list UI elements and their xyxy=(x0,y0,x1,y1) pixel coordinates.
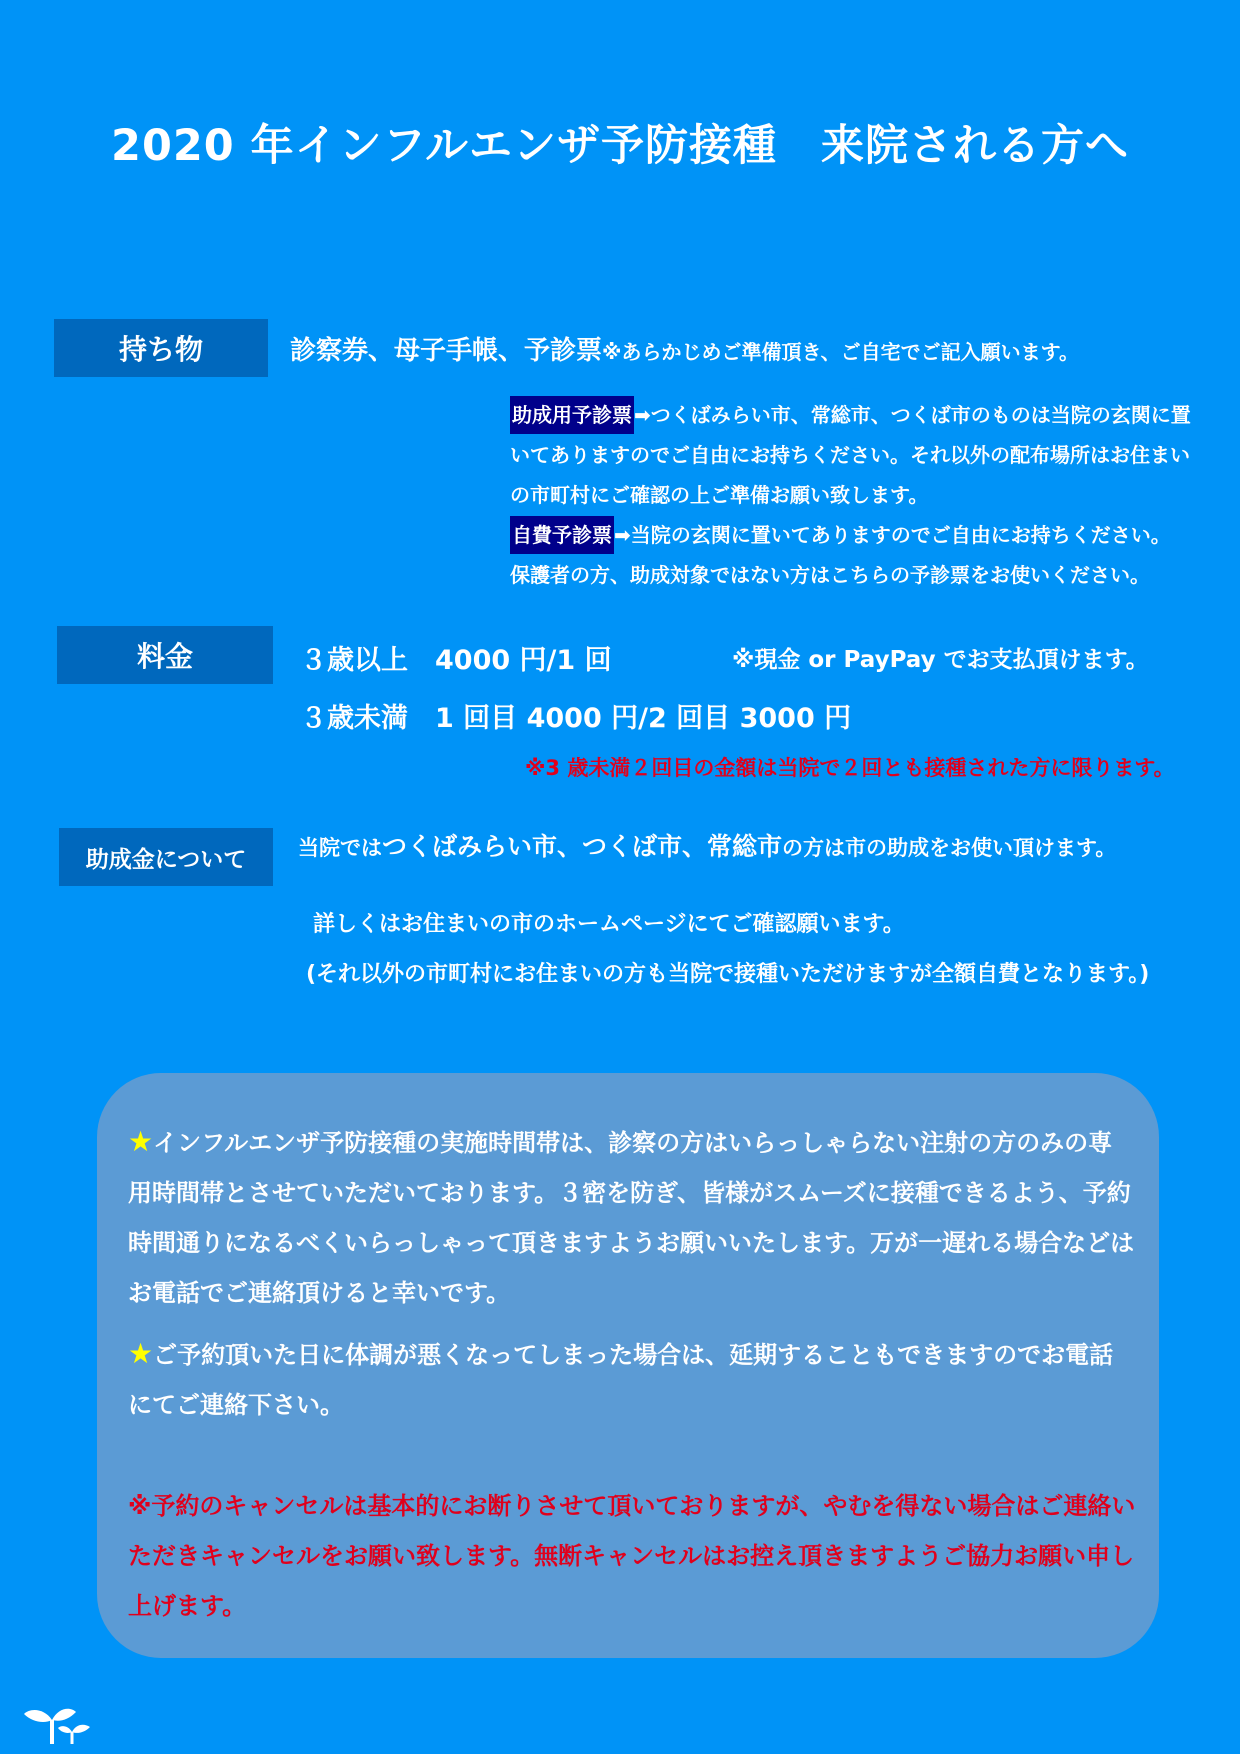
belongings-label: 持ち物 xyxy=(54,319,268,377)
cancel-notice: ※予約のキャンセルは基本的にお断りさせて頂いておりますが、やむを得ない場合はご連絡いただきキャンセルをお願い致します。無断キャンセルはお控え頂きますようご協力お願い申し上げます。 xyxy=(128,1492,1136,1620)
self-pay-form-label: 自費予診票 xyxy=(510,516,614,554)
fee-under3: ３歳未満 1 回目 4000 円/2 回目 3000 円 xyxy=(300,703,852,734)
self-pay-form-line-2: 保護者の方、助成対象ではない方はこちらの予診票をお使いください。 xyxy=(510,563,1150,587)
forms-info xyxy=(510,395,1191,595)
subsidy-label: 助成金について xyxy=(59,828,273,886)
fee-payment-note: ※現金 or PayPay でお支払頂けます。 xyxy=(732,647,1149,673)
belongings-line xyxy=(290,330,1079,367)
subsidy-line-2: 詳しくはお住まいの市のホームページにてご確認願います。 xyxy=(313,912,905,937)
notice-paragraph-2: ★ご予約頂いた日に体調が悪くなってしまった場合は、延期することもできますのでお電話にてご連絡下さい。 xyxy=(128,1337,1114,1419)
self-pay-form-line-1: 自費予診票 ➡当院の玄関に置いてありますのでご自由にお持ちください。 xyxy=(510,515,1191,555)
fee-over3: ３歳以上 4000 円/1 回 xyxy=(300,645,612,676)
subsidy-form-label: 助成用予診票 xyxy=(510,396,634,434)
subsidy-line-1: 当院ではつくばみらい市、つくば市、常総市の方は市の助成をお使い頂けます。 xyxy=(298,832,1117,861)
fee-under3-note: ※3 歳未満２回目の金額は当院で２回とも接種された方に限ります。 xyxy=(525,756,1175,780)
star-icon: ★ xyxy=(128,1337,154,1370)
subsidy-cities: つくばみらい市、つくば市、常総市 xyxy=(382,832,783,861)
subsidy-form-line-1: 助成用予診票 ➡つくばみらい市、常総市、つくば市のものは当院の玄関に置 xyxy=(510,395,1191,435)
page-title: 2020 年インフルエンザ予防接種 来院される方へ xyxy=(111,121,1129,171)
sprout-logo-icon xyxy=(22,1700,94,1744)
fee-label: 料金 xyxy=(57,626,273,684)
belongings-items: 診察券、母子手帳、予診票 xyxy=(290,336,603,366)
star-icon: ★ xyxy=(128,1125,154,1158)
subsidy-line-3: (それ以外の市町村にお住まいの方も当院で接種いただけますが全額自費となります。) xyxy=(306,962,1150,987)
belongings-note: ※あらかじめご準備頂き、ご自宅でご記入願います。 xyxy=(602,340,1080,364)
notice-paragraph-1: ★インフルエンザ予防接種の実施時間帯は、診察の方はいらっしゃらない注射の方のみの専用時間帯とさせていただいております。３密を防ぎ、皆様がスムーズに接種できるよう、予約時間通りになるべくいらっしゃって頂きますようお願いいたします。万が一遅れる場合などはお電話でご連絡頂けると幸いです。 xyxy=(128,1125,1135,1307)
subsidy-form-line-3: の市町村にご確認の上ご準備お願い致します。 xyxy=(510,483,929,507)
subsidy-form-line-2: いてありますのでご自由にお持ちください。それ以外の配布場所はお住まい xyxy=(510,443,1190,467)
